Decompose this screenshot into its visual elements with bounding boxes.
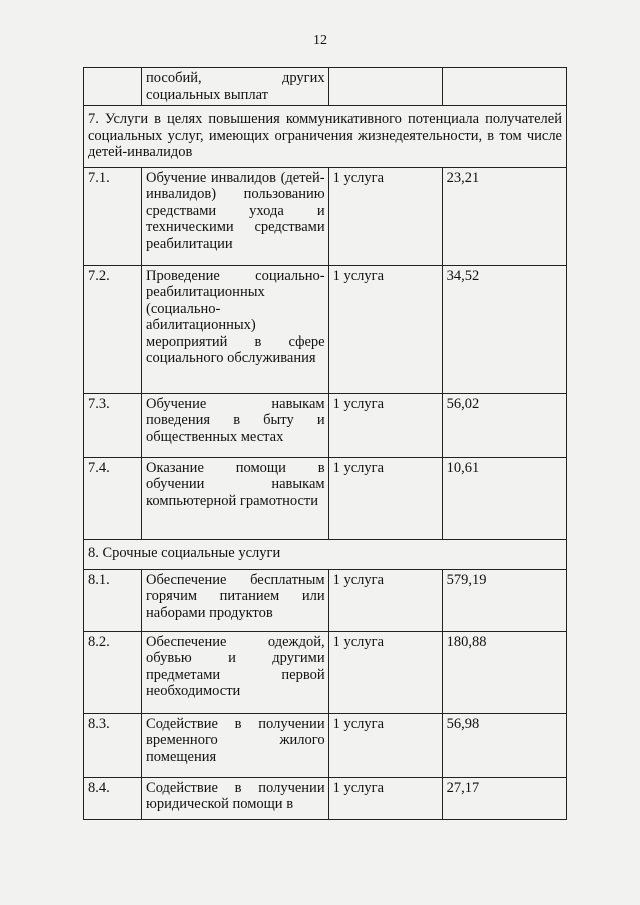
section-title: 7. Услуги в целях повышения коммуникативного потенциала получателей социальных услуг, имеющих ограничения жизнедеятельности, в том числе детей-инвалидов (84, 106, 567, 168)
price-cell: 56,98 (442, 713, 566, 777)
section-title: 8. Срочные социальные услуги (84, 539, 567, 569)
section-header-row (84, 106, 567, 168)
unit-cell: 1 услуга (328, 393, 442, 457)
table-row (84, 713, 567, 777)
unit-cell: 1 услуга (328, 713, 442, 777)
service-name-cell: Оказание помощи в обучении навыкам компьютерной грамотности (142, 457, 329, 539)
service-name-cell: Содействие в получении временного жилого помещения (142, 713, 329, 777)
service-name-cell: Обеспечение одеждой, обувью и другими предметами первой необходимости (142, 631, 329, 713)
unit-cell: 1 услуга (328, 457, 442, 539)
row-number-cell (84, 68, 142, 106)
services-table (83, 67, 567, 820)
table-row (84, 569, 567, 631)
price-cell: 579,19 (442, 569, 566, 631)
row-number-cell: 7.3. (84, 393, 142, 457)
unit-cell: 1 услуга (328, 167, 442, 265)
price-cell: 34,52 (442, 265, 566, 393)
row-number-cell: 7.1. (84, 167, 142, 265)
price-cell: 180,88 (442, 631, 566, 713)
unit-cell: 1 услуга (328, 265, 442, 393)
row-number-cell: 7.4. (84, 457, 142, 539)
table-row (84, 68, 567, 106)
unit-cell (328, 68, 442, 106)
row-number-cell: 8.1. (84, 569, 142, 631)
price-cell (442, 68, 566, 106)
row-number-cell: 8.2. (84, 631, 142, 713)
price-cell: 10,61 (442, 457, 566, 539)
service-name-cell: Обучение навыкам поведения в быту и общественных местах (142, 393, 329, 457)
table-row (84, 631, 567, 713)
row-number-cell: 8.3. (84, 713, 142, 777)
table-row (84, 167, 567, 265)
row-number-cell: 8.4. (84, 777, 142, 819)
row-number-cell: 7.2. (84, 265, 142, 393)
unit-cell: 1 услуга (328, 631, 442, 713)
table-row (84, 393, 567, 457)
service-name-cell: Содействие в получении юридической помощи в (142, 777, 329, 819)
unit-cell: 1 услуга (328, 569, 442, 631)
price-cell: 56,02 (442, 393, 566, 457)
service-name-cell: пособий, других социальных выплат (142, 68, 329, 106)
price-cell: 23,21 (442, 167, 566, 265)
table-row (84, 777, 567, 819)
service-name-cell: Обеспечение бесплатным горячим питанием или наборами продуктов (142, 569, 329, 631)
service-name-cell: Проведение социально-реабилитационных (социально-абилитационных) мероприятий в сфере социального обслуживания (142, 265, 329, 393)
service-name-cell: Обучение инвалидов (детей-инвалидов) пользованию средствами ухода и техническими средствами реабилитации (142, 167, 329, 265)
table-row (84, 265, 567, 393)
unit-cell: 1 услуга (328, 777, 442, 819)
section-header-row (84, 539, 567, 569)
price-cell: 27,17 (442, 777, 566, 819)
table-row (84, 457, 567, 539)
page-number: 12 (313, 33, 327, 48)
